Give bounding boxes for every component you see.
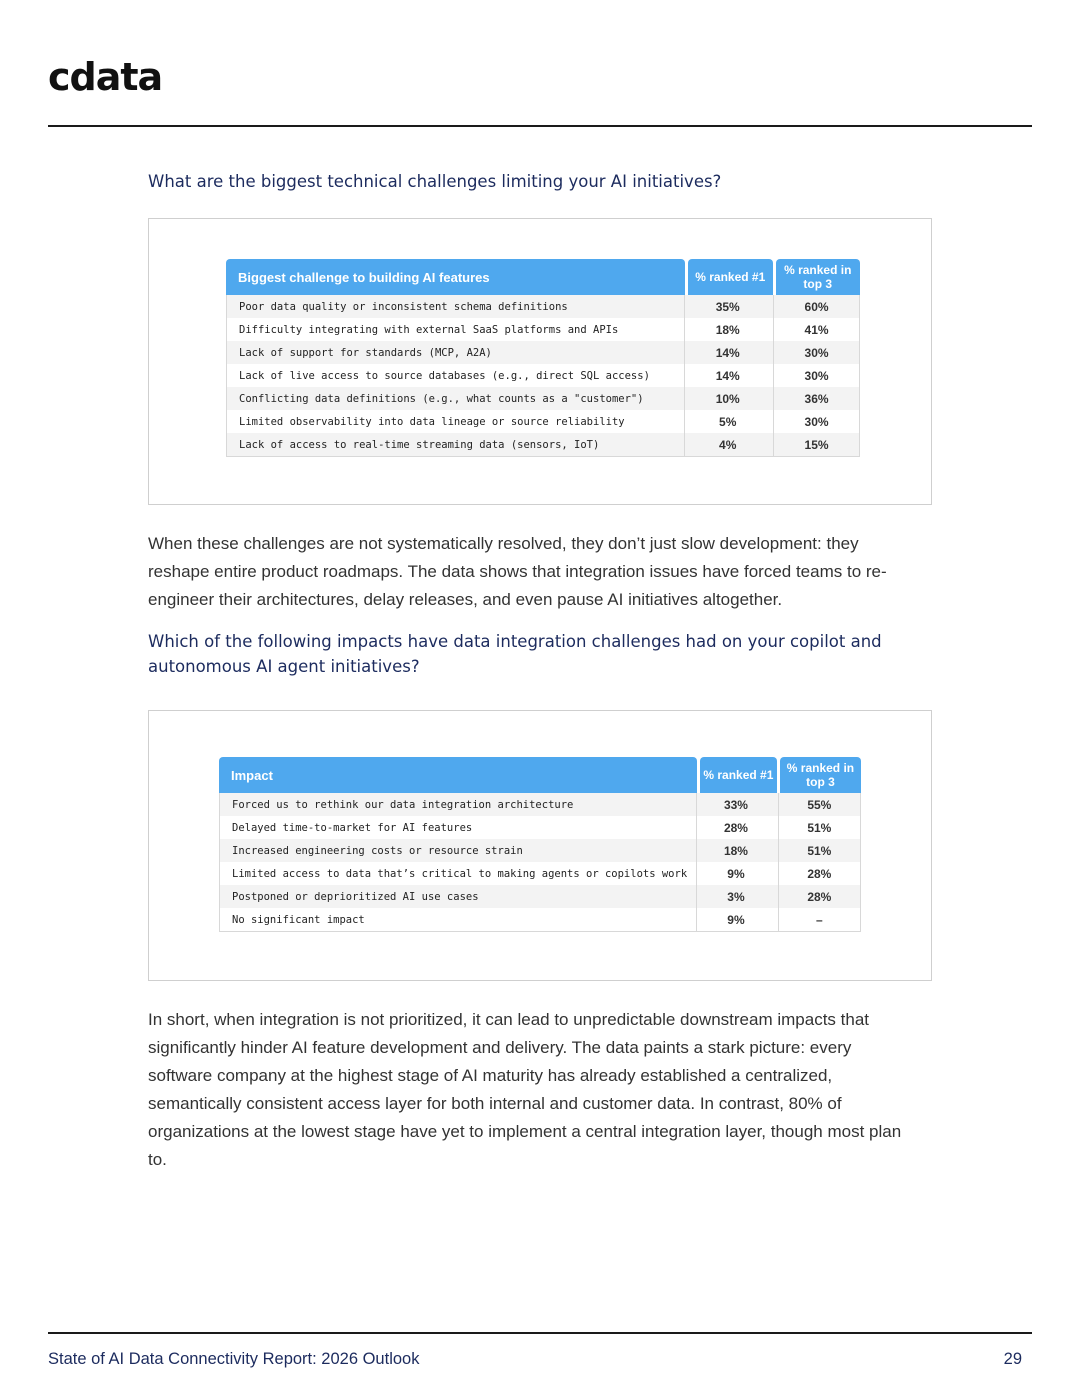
row-label: Lack of live access to source databases (e.g., direct SQL access) <box>239 369 650 382</box>
table-body <box>219 793 861 932</box>
row-label: Increased engineering costs or resource strain <box>232 844 523 857</box>
header-ranked-first: % ranked #1 <box>688 259 772 295</box>
ranked-top3-value: 28% <box>778 862 860 885</box>
table-row <box>220 793 860 816</box>
row-label: Limited access to data that’s critical to making agents or copilots work <box>232 867 688 880</box>
table-row <box>220 908 860 931</box>
table-row <box>220 885 860 908</box>
row-label: Limited observability into data lineage or source reliability <box>239 415 625 428</box>
ranked-top3-value: 51% <box>778 816 860 839</box>
row-label: Forced us to rethink our data integration architecture <box>232 798 574 811</box>
header-ranked-top3: % ranked in top 3 <box>776 259 860 295</box>
ranked-top3-value: 51% <box>778 839 860 862</box>
table-row <box>227 341 859 364</box>
cdata-logo <box>48 60 164 99</box>
ranked-top3-value: 55% <box>778 793 860 816</box>
ranked-top3-value: 30% <box>773 364 859 387</box>
ranked-top3-value: 60% <box>773 295 859 318</box>
header-challenge: Biggest challenge to building AI features <box>226 259 685 295</box>
table-row <box>227 318 859 341</box>
ranked-top3-value: 41% <box>773 318 859 341</box>
footer-rule <box>48 1332 1032 1334</box>
question-integration-impacts: Which of the following impacts have data integration challenges had on your copilot and autonomous AI agent initiatives? <box>148 632 882 676</box>
ranked-top3-value: 30% <box>773 410 859 433</box>
ranked-first-value: 9% <box>696 862 774 885</box>
ranked-first-value: 4% <box>684 433 770 456</box>
row-label: Delayed time-to-market for AI features <box>232 821 473 834</box>
row-label: No significant impact <box>232 913 365 926</box>
ranked-first-value: 18% <box>684 318 770 341</box>
table-body <box>226 295 860 457</box>
logo-text: cdata <box>48 60 163 94</box>
header-ranked-top3: % ranked in top 3 <box>780 757 861 793</box>
question-technical-challenges: What are the biggest technical challenges limiting your AI initiatives? <box>148 172 722 191</box>
ranked-top3-value: 36% <box>773 387 859 410</box>
table-row <box>227 387 859 410</box>
row-label: Lack of support for standards (MCP, A2A) <box>239 346 492 359</box>
table-row <box>220 816 860 839</box>
row-label: Postponed or deprioritized AI use cases <box>232 890 479 903</box>
ranked-first-value: 3% <box>696 885 774 908</box>
ranked-first-value: 9% <box>696 908 774 931</box>
ranked-top3-value: 28% <box>778 885 860 908</box>
row-label: Conflicting data definitions (e.g., what counts as a "customer") <box>239 392 644 405</box>
header-ranked-first: % ranked #1 <box>700 757 777 793</box>
row-label: Poor data quality or inconsistent schema definitions <box>239 300 568 313</box>
ranked-first-value: 35% <box>684 295 770 318</box>
impacts-table <box>219 757 861 932</box>
table-row <box>227 433 859 456</box>
ranked-first-value: 14% <box>684 364 770 387</box>
ranked-top3-value: – <box>778 908 860 931</box>
table-row <box>220 839 860 862</box>
paragraph-summary: In short, when integration is not prioritized, it can lead to unpredictable downstream impacts that significantly hinder AI feature development and delivery. The data paints a stark picture: every software company at the highest stage of AI maturity has already established a centralized, semantically consistent access layer for both internal and customer data. In contrast, 80% of organizations at the lowest stage have yet to implement a central integration layer, though most plan to. <box>148 1010 902 1169</box>
challenges-table <box>226 259 860 457</box>
table-header <box>226 259 860 295</box>
ranked-first-value: 10% <box>684 387 770 410</box>
page-number: 29 <box>1003 1350 1022 1368</box>
table-row <box>220 862 860 885</box>
ranked-first-value: 33% <box>696 793 774 816</box>
ranked-first-value: 28% <box>696 816 774 839</box>
table-row <box>227 364 859 387</box>
paragraph-roadmaps: When these challenges are not systematically resolved, they don’t just slow development: they reshape entire product roadmaps. The data shows that integration issues have forced teams to re-engineer their architectures, delay releases, and even pause AI initiatives altogether. <box>148 534 887 609</box>
row-label: Difficulty integrating with external SaaS platforms and APIs <box>239 323 619 336</box>
ranked-first-value: 18% <box>696 839 774 862</box>
ranked-first-value: 14% <box>684 341 770 364</box>
ranked-top3-value: 15% <box>773 433 859 456</box>
header-rule <box>48 125 1032 127</box>
table-row <box>227 410 859 433</box>
table-header <box>219 757 861 793</box>
ranked-top3-value: 30% <box>773 341 859 364</box>
table-row <box>227 295 859 318</box>
ranked-first-value: 5% <box>684 410 770 433</box>
header-impact: Impact <box>219 757 697 793</box>
footer-report-title: State of AI Data Connectivity Report: 2026 Outlook <box>48 1350 420 1368</box>
row-label: Lack of access to real-time streaming data (sensors, IoT) <box>239 438 600 451</box>
